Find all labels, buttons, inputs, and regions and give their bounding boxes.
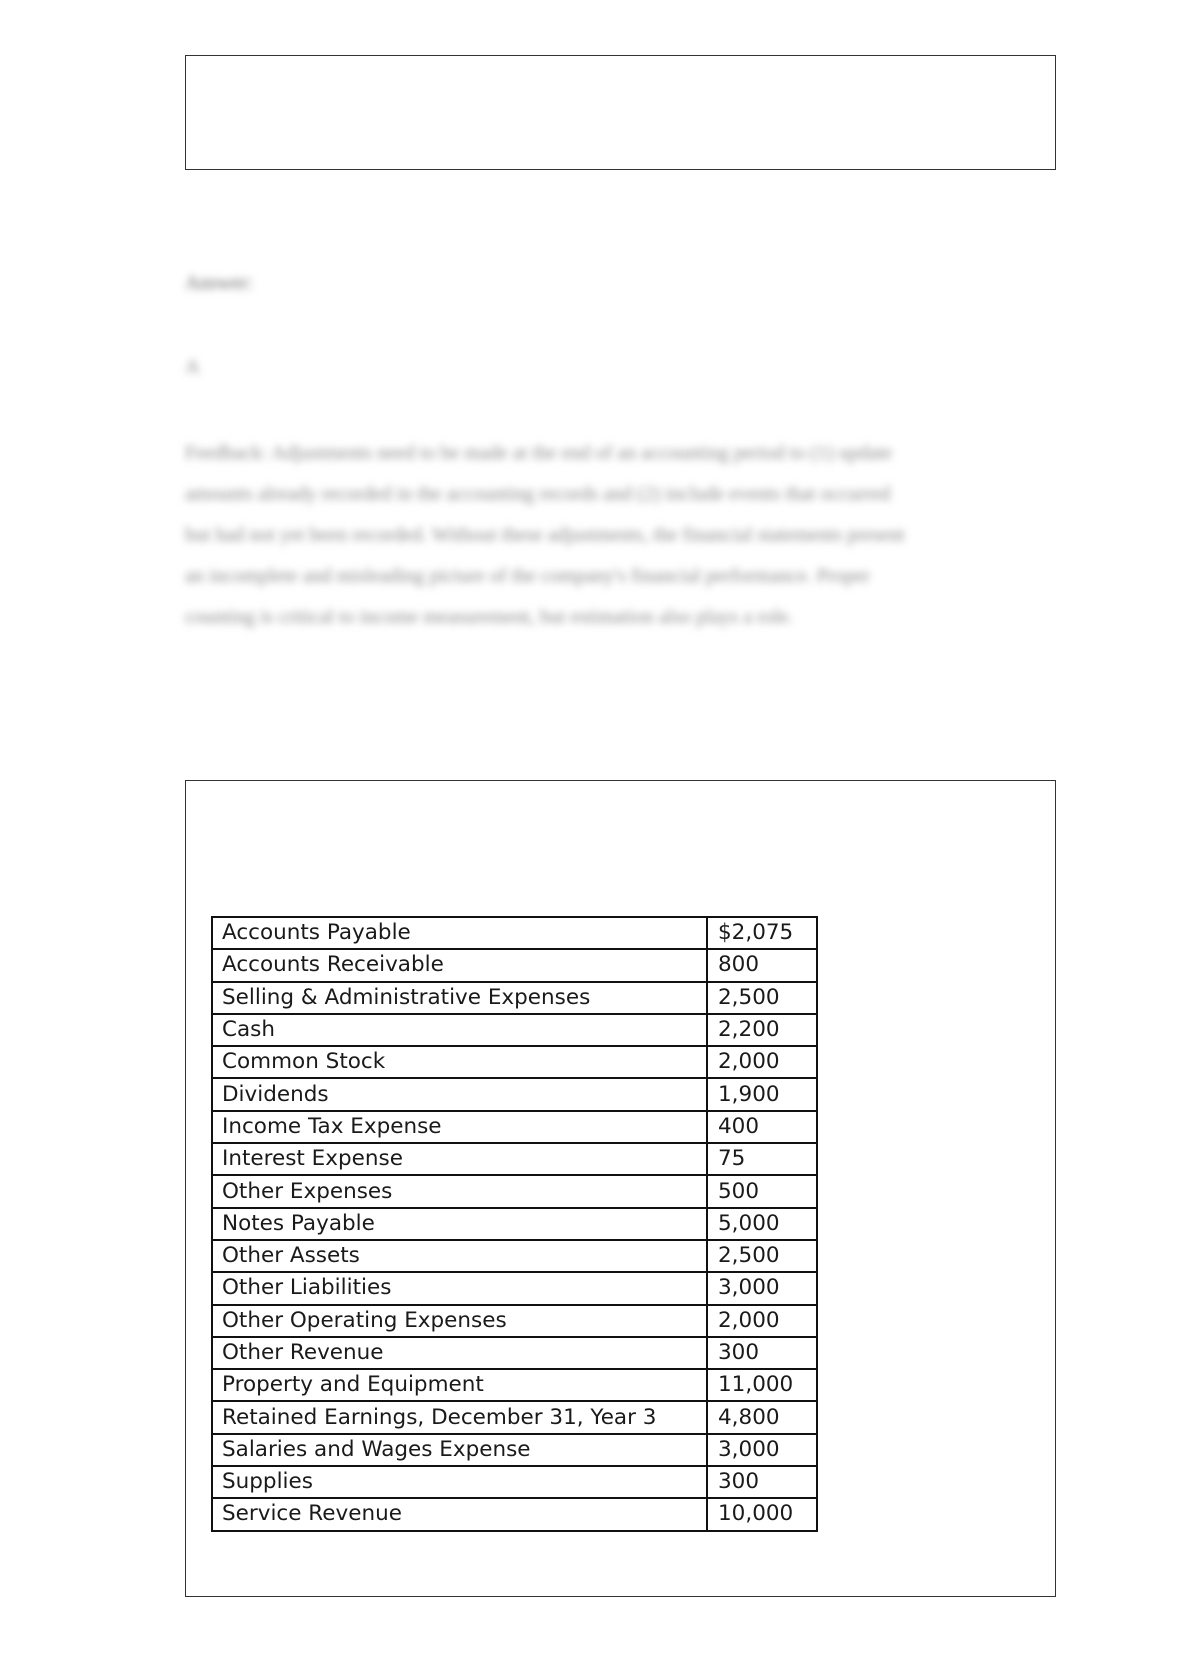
feedback-line: amounts already recorded in the accounting records and (2) include events that occurred (185, 483, 891, 505)
account-name: Cash (212, 1014, 707, 1046)
account-amount: 75 (707, 1143, 817, 1175)
account-name: Accounts Payable (212, 917, 707, 949)
account-name: Common Stock (212, 1046, 707, 1078)
feedback-line: counting is critical to income measurement, but estimation also plays a role. (185, 606, 794, 628)
table-row (212, 1401, 817, 1433)
account-amount: 2,000 (707, 1046, 817, 1078)
table-row (212, 1046, 817, 1078)
table-row (212, 1337, 817, 1369)
table-row (212, 1078, 817, 1110)
feedback-paragraph (185, 433, 1045, 638)
account-name: Property and Equipment (212, 1369, 707, 1401)
account-amount: 11,000 (707, 1369, 817, 1401)
account-amount: 2,200 (707, 1014, 817, 1046)
account-amount: 800 (707, 949, 817, 981)
account-amount: 3,000 (707, 1434, 817, 1466)
account-amount: 2,500 (707, 982, 817, 1014)
table-row (212, 1143, 817, 1175)
account-amount: 400 (707, 1111, 817, 1143)
account-amount: 500 (707, 1175, 817, 1207)
account-name: Dividends (212, 1078, 707, 1110)
table-row (212, 1369, 817, 1401)
account-amount: 1,900 (707, 1078, 817, 1110)
answer-letter: A (185, 356, 200, 378)
account-amount: 10,000 (707, 1498, 817, 1530)
account-amount: 4,800 (707, 1401, 817, 1433)
account-name: Salaries and Wages Expense (212, 1434, 707, 1466)
table-row (212, 1240, 817, 1272)
feedback-line: Feedback: Adjustments need to be made at the end of an accounting period to (1) update (185, 442, 893, 464)
table-row (212, 1208, 817, 1240)
account-name: Income Tax Expense (212, 1111, 707, 1143)
account-amount: 2,500 (707, 1240, 817, 1272)
account-name: Other Assets (212, 1240, 707, 1272)
feedback-line: but had not yet been recorded. Without these adjustments, the financial statements present (185, 524, 905, 546)
answer-label: Answer: (185, 272, 253, 294)
table-row (212, 1305, 817, 1337)
table-row (212, 982, 817, 1014)
account-name: Service Revenue (212, 1498, 707, 1530)
table-row (212, 1498, 817, 1530)
account-name: Retained Earnings, December 31, Year 3 (212, 1401, 707, 1433)
account-name: Other Expenses (212, 1175, 707, 1207)
table-row (212, 1014, 817, 1046)
account-balances-table (211, 916, 818, 1532)
account-name: Other Operating Expenses (212, 1305, 707, 1337)
account-amount: 300 (707, 1466, 817, 1498)
account-amount: 2,000 (707, 1305, 817, 1337)
feedback-line: an incomplete and misleading picture of the company's financial performance. Proper (185, 565, 871, 587)
table-row (212, 949, 817, 981)
account-name: Selling & Administrative Expenses (212, 982, 707, 1014)
account-amount: 300 (707, 1337, 817, 1369)
account-amount: 5,000 (707, 1208, 817, 1240)
account-name: Interest Expense (212, 1143, 707, 1175)
account-name: Supplies (212, 1466, 707, 1498)
question-box (185, 55, 1056, 170)
table-row (212, 917, 817, 949)
table-row (212, 1272, 817, 1304)
account-name: Notes Payable (212, 1208, 707, 1240)
account-amount: 3,000 (707, 1272, 817, 1304)
table-row (212, 1434, 817, 1466)
account-name: Other Liabilities (212, 1272, 707, 1304)
account-amount: $2,075 (707, 917, 817, 949)
account-name: Other Revenue (212, 1337, 707, 1369)
table-row (212, 1175, 817, 1207)
account-name: Accounts Receivable (212, 949, 707, 981)
table-row (212, 1111, 817, 1143)
table-row (212, 1466, 817, 1498)
